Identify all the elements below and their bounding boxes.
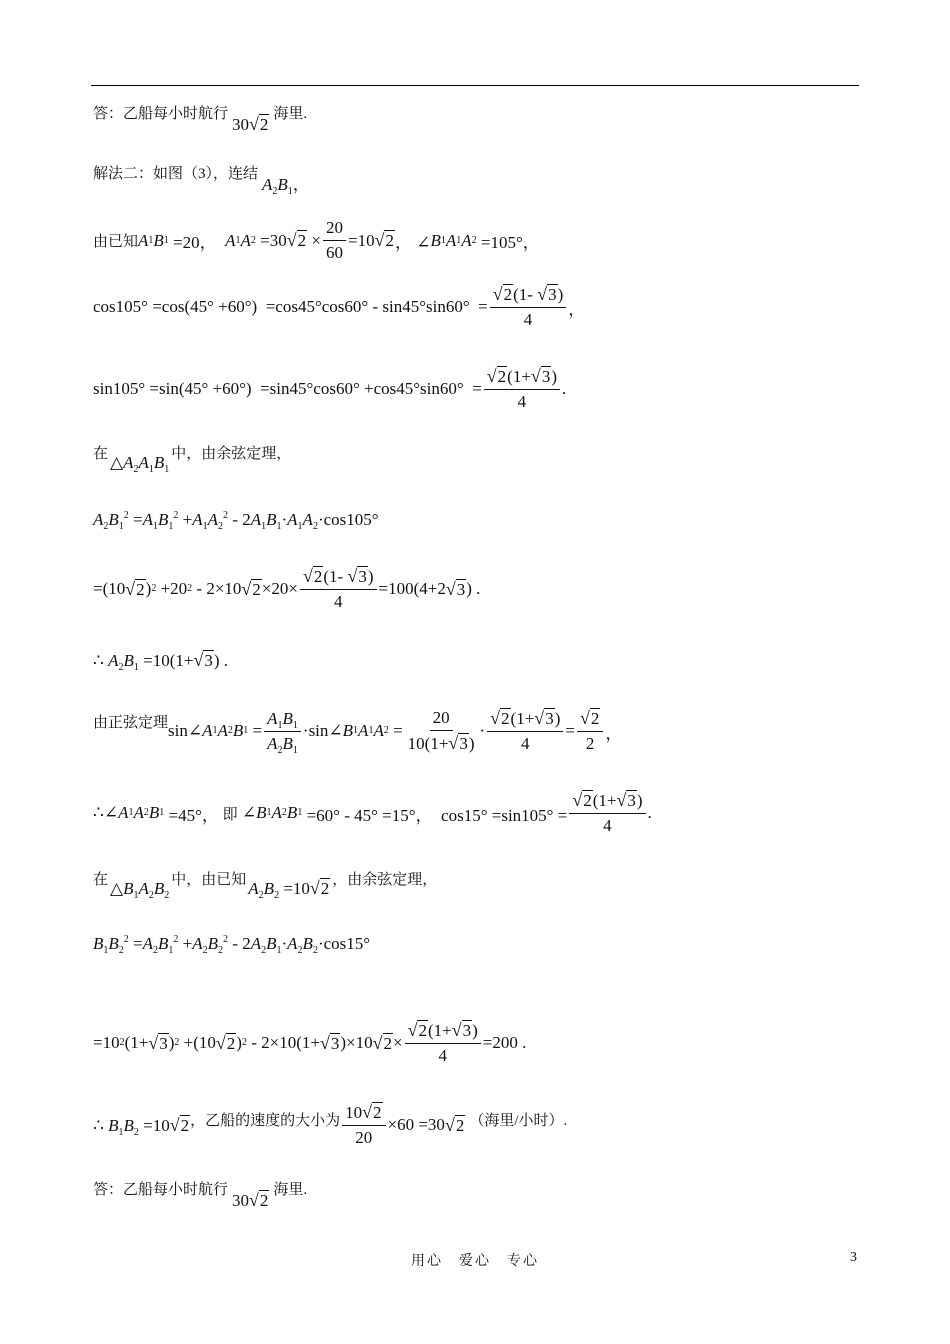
cos105-line — [93, 284, 585, 330]
math-A2B1: $A_2B_1$， — [262, 175, 310, 197]
math-calc-1: =(10 √2 ) 2 +20 2 - 2×10 √2 ×20× $\frac{√2(1- √3)}{4}$ =100(4+2 √3 ) . — [93, 566, 481, 611]
math-30sqrt2: 30√2 — [232, 114, 269, 134]
math-cosine-law-2: $B_1B_2^2 =A_2B_1^2 +A_2B_2^2 - 2A_2B_1\cdot A_2B_2\cdot\cos 15^\circ$ — [93, 934, 371, 956]
math-result-A2B1: ∴ $A_2B_1 =10(1+√3)$ . — [93, 650, 229, 673]
result-A2B1 — [93, 650, 228, 671]
answer-line-1: 答：乙船每小时航行 30√2 海里. — [93, 106, 308, 134]
math-angle: ∴∠ A 1 A 2 B 1 =45°， 即 ∠ B 1 A 2 B 1 =60° - 45° =15°， cos15° =sin105° = $\frac{√2(1+√3)}{4}$ . — [93, 790, 652, 835]
header-rule — [91, 85, 859, 86]
angle-line — [93, 790, 652, 836]
math-B1B2: ∴ $B_1B_2 =10√2$ — [93, 1114, 190, 1138]
math-triangle-B1A2B2: $\triangle B_1A_2B_2$ — [110, 878, 170, 901]
cosine-law-1 — [93, 510, 379, 530]
cosine-law-2 — [93, 934, 370, 954]
triangle-line-2: 在 $\triangle B_1A_2B_2$ 中，由已知 $A_2B_2 =10√2$ ，由余弦定理， — [93, 872, 438, 901]
speed-line: ∴ $B_1B_2 =10√2$ ，乙船的速度的大小为 $\frac{10√2}{20}$ ×60 =30 √2 （海里/小时）. — [93, 1102, 568, 1147]
math-A2B2: $A_2B_2 =10√2$ — [248, 878, 330, 901]
math-given: A 1 B 1 =20， A 1 A 2 =30 √2 × $\frac{20}{60}$ =10 √2 ， ∠ B 1 A 1 A 2 =105°， — [138, 218, 540, 262]
math-speed: $\frac{10√2}{20}$ ×60 =30 √2 — [340, 1102, 465, 1148]
method-two-line: 解法二：如图（3），连结 $A_2B_1$， — [93, 166, 310, 197]
footer-slogan: 用心 爱心 专心 — [411, 1254, 539, 1269]
sine-law-line: 由正弦定理 sin∠ A 1 A 2 B 1 = $\frac{A_1B_1}{A_2B_1}$ ·sin∠ B 1 A 1 A 2 = $\frac{20}{10(1+√3)}$ · $\frac{√2(1+√3)}{4}$ = $\frac{√2}{2}$ ， — [93, 708, 623, 756]
given-line: 由已知 A 1 B 1 =20， A 1 A 2 =30 √2 × $\frac{20}{60}$ =10 √2 ， ∠ B 1 A 1 A 2 =105°， — [93, 218, 540, 262]
page-number: 3 — [850, 1250, 857, 1265]
math-calc-2: =10 2 (1+ √3 ) 2 +(10 √2 ) 2 - 2×10(1+ √3 )×10 √2 × $\frac{√2(1+√3)}{4}$ =200 . — [93, 1020, 527, 1065]
math-sin105: sin105° =sin(45° +60°) =sin45°cos60° +cos45°sin60° = $\frac{√2(1+√3)}{4}$ . — [93, 366, 567, 411]
math-triangle-A2A1B1: $\triangle A_2A_1B_1$ — [110, 452, 170, 475]
math-cosine-law-1: $A_2B_1^2 =A_1B_1^2 +A_1A_2^2 - 2A_1B_1\cdot A_1A_2\cdot\cos 105^\circ$ — [93, 510, 379, 532]
math-sine-law: sin∠ A 1 A 2 B 1 = $\frac{A_1B_1}{A_2B_1}$ ·sin∠ B 1 A 1 A 2 = $\frac{20}{10(1+√3)}$ · $\frac{√2(1+√3)}{4}$ = $\frac{√2}{2}$ ， — [168, 708, 623, 756]
sin105-line — [93, 366, 566, 412]
triangle-line-1: 在 $\triangle A_2A_1B_1$ 中，由余弦定理， — [93, 446, 292, 475]
math-30sqrt2-final: 30√2 — [232, 1190, 269, 1210]
answer-line-2: 答：乙船每小时航行 30√2 海里. — [93, 1182, 308, 1210]
cosine-law-1-calc — [93, 566, 480, 612]
math-cos105: cos105° =cos(45° +60°) =cos45°cos60° - sin45°sin60° = $\frac{√2(1- √3)}{4}$ ， — [93, 284, 586, 329]
cosine-law-2-calc — [93, 1020, 526, 1066]
